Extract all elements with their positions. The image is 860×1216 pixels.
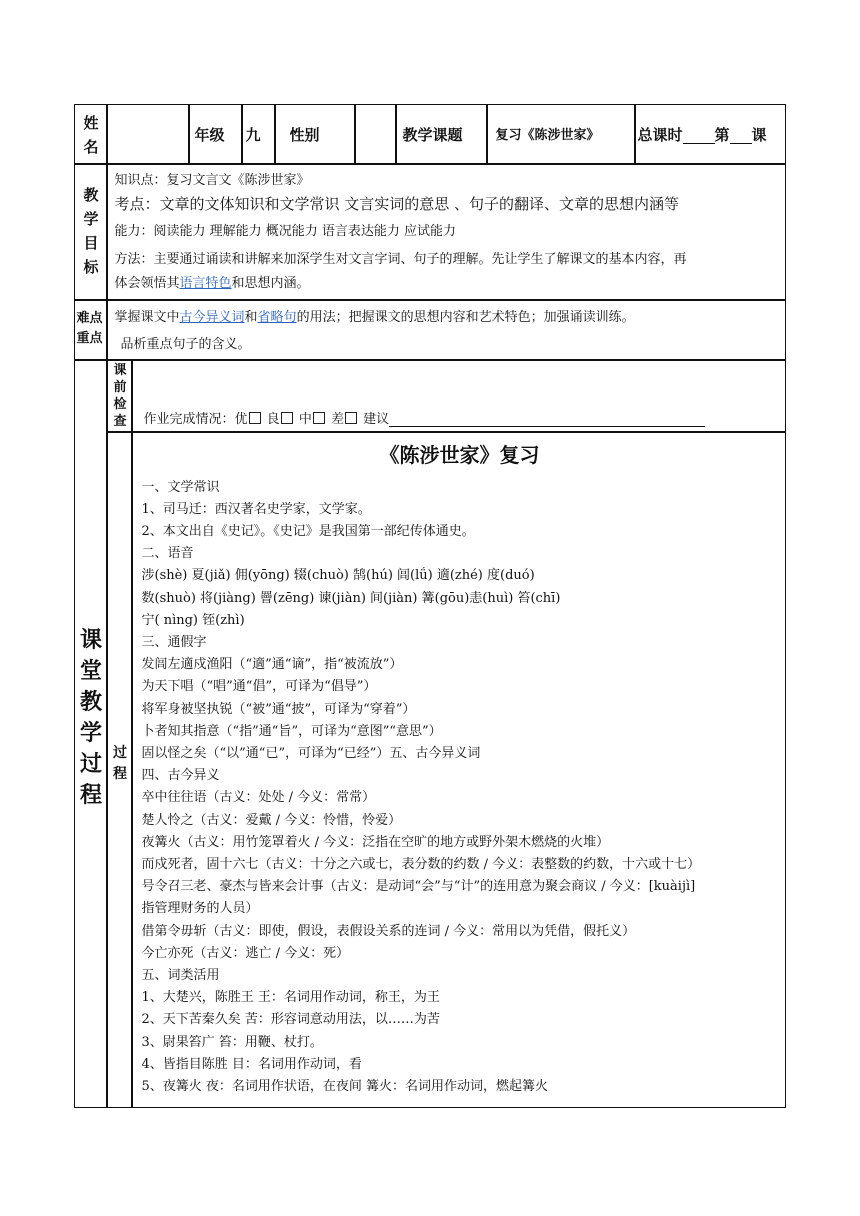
- excellent-checkbox[interactable]: [249, 412, 261, 424]
- vertical-label-char: 检: [113, 396, 127, 412]
- name-value-cell[interactable]: [107, 104, 189, 164]
- vertical-label-char: 课: [113, 362, 127, 378]
- goals-content-cell: [107, 164, 786, 300]
- topic-value-cell: [487, 104, 635, 164]
- lesson-blank[interactable]: [730, 129, 752, 144]
- process-line: 将军身被坚执锐（“被”通“披”，可译为“穿着”）: [141, 701, 416, 717]
- process-line: 四、古今异义: [141, 768, 220, 784]
- vertical-label-char: 学: [83, 209, 99, 228]
- process-line: 涉(shè) 夏(jiǎ) 佣(yōng) 辍(chuò) 鹄(hú) 闾(lǘ) 適(zhé) 度(duó): [141, 568, 535, 584]
- goals-ability: 能力：阅读能力 理解能力 概况能力 语言表达能力 应试能力: [114, 223, 457, 239]
- ellipsis-sentence-link[interactable]: 省略句: [257, 309, 297, 325]
- lesson-suffix: 课: [751, 125, 767, 144]
- process-line: 1、大楚兴，陈胜王 王：名词用作动词，称王，为王: [141, 990, 440, 1006]
- process-line: 三、通假字: [141, 634, 207, 650]
- pre-check-label: [108, 362, 133, 430]
- process-line: 今亡亦死（古义：逃亡 / 今义：死）: [141, 945, 350, 961]
- process-line: 为天下唱（“唱”通“倡”，可译为“倡导”）: [141, 679, 377, 695]
- difficulty-label-cell: [74, 300, 107, 360]
- process-line: 号令召三老、豪杰与皆来会计事（古义：是动词“会”与“计”的连用意为聚会商议 / 今义：[kuàijì]: [141, 879, 696, 895]
- grade-value: 九: [245, 125, 261, 144]
- process-line: 数(shuò) 将(jiàng) 罾(zēng) 谏(jiàn) 间(jiàn) 篝(gōu)恚(huì) 笞(chī): [141, 590, 561, 606]
- process-line: 1、司马迁：西汉著名史学家，文学家。: [141, 501, 371, 517]
- process-line: 2、本文出自《史记》。《史记》是我国第一部纪传体通史。: [141, 523, 475, 539]
- vertical-label-char: 过: [79, 751, 102, 777]
- vertical-label-char: 课: [79, 627, 102, 653]
- process-label: [108, 743, 133, 785]
- process-line: 发闾左適戍渔阳（“適”通“谪”，指“被流放”）: [141, 657, 403, 673]
- homework-line: 作业完成情况：优 良 中 差 建议: [144, 409, 706, 431]
- ancient-modern-word-link[interactable]: 古今异义词: [179, 309, 245, 325]
- process-line: 卒中往往语（古义：处处 / 今义：常常）: [141, 790, 376, 806]
- name-label: [75, 111, 108, 159]
- topic-label: 教学课题: [402, 125, 463, 144]
- vertical-label-char: 过: [113, 744, 127, 761]
- process-line: 宁( nìng) 铚(zhì): [141, 612, 245, 628]
- poor-checkbox[interactable]: [345, 412, 357, 424]
- goals-label: [75, 183, 108, 279]
- process-line: 借第令毋斩（古义：即使，假设，表假设关系的连词 / 今义：常用以为凭借，假托义）: [141, 923, 636, 939]
- vertical-label-char: 学: [79, 720, 102, 746]
- process-label-cell: [107, 432, 132, 1108]
- pre-check-label-cell: [107, 360, 132, 432]
- goals-label-cell: [74, 164, 107, 300]
- hours-line: [638, 124, 767, 146]
- vertical-label-char: 标: [83, 257, 99, 276]
- difficulty-label-1: 难点: [76, 310, 103, 326]
- class-process-label-cell: [74, 360, 107, 1108]
- review-title: 《陈涉世家》复习: [379, 442, 540, 467]
- grade-label: 年级: [194, 125, 225, 144]
- process-line: 五、词类活用: [141, 967, 220, 983]
- vertical-label-char: 程: [79, 782, 102, 808]
- difficulty-content-cell: [107, 300, 786, 360]
- topic-value: 复习《陈涉世家》: [495, 127, 600, 143]
- vertical-label-char: 教: [79, 689, 102, 715]
- difficulty-line2: 品析重点句子的含义。: [120, 336, 251, 352]
- vertical-label-char: 姓: [83, 113, 99, 132]
- vertical-label-char: 名: [83, 137, 99, 156]
- vertical-label-char: 查: [113, 413, 127, 429]
- pre-check-content-cell: [132, 360, 786, 432]
- difficulty-label-2: 重点: [76, 330, 103, 346]
- process-content-cell: [132, 432, 786, 1108]
- name-label-cell: [74, 104, 107, 164]
- process-line: 5、夜篝火 夜：名词用作状语，在夜间 篝火：名词用作动词，燃起篝火: [141, 1078, 549, 1094]
- process-line: 卜者知其指意（“指”通“旨”，可译为“意图”“意思”）: [141, 723, 442, 739]
- process-line: 3、尉果笞广 笞：用鞭、杖打。: [141, 1034, 323, 1050]
- suggestion-input[interactable]: [389, 412, 705, 427]
- hours-blank[interactable]: [683, 129, 715, 144]
- process-line: 指管理财务的人员）: [141, 901, 259, 917]
- difficulty-line1: 掌握课文中古今异义词和省略句的用法；把握课文的思想内容和艺术特色；加强诵读训练。: [114, 309, 635, 325]
- process-line: 2、天下苦秦久矣 苦：形容词意动用法，以……为苦: [141, 1012, 440, 1028]
- process-line: 固以怪之矣（“以”通“已”，可译为“已经”）五、古今异义词: [141, 745, 481, 761]
- goals-knowledge: 知识点：复习文言文《陈涉世家》: [114, 172, 310, 188]
- topic-label-cell: [396, 104, 487, 164]
- good-checkbox[interactable]: [281, 412, 293, 424]
- language-feature-link[interactable]: 语言特色: [179, 275, 232, 291]
- grade-label-cell: [189, 104, 242, 164]
- goals-exam: 考点：文章的文体知识和文学常识 文言实词的意思 、句子的翻译、文章的思想内涵等: [114, 194, 680, 213]
- vertical-label-char: 前: [113, 379, 127, 395]
- process-line: 而戍死者，固十六七（古义：十分之六或七，表分数的约数 / 今义：表整数的约数，十六或十七）: [141, 856, 701, 872]
- hours-label: 总课时: [637, 125, 683, 144]
- process-line: 楚人怜之（古义：爱戴 / 今义：怜惜，怜爱）: [141, 812, 402, 828]
- medium-checkbox[interactable]: [313, 412, 325, 424]
- class-process-label: [75, 625, 108, 811]
- process-line: 4、皆指目陈胜 目：名词用作动词，看: [141, 1056, 362, 1072]
- goals-method-line2: 体会领悟其语言特色和思想内涵。: [114, 275, 310, 291]
- vertical-label-char: 程: [113, 765, 127, 782]
- process-line: 一、文学常识: [141, 479, 220, 495]
- vertical-label-char: 目: [83, 233, 99, 252]
- goals-method-line1: 方法：主要通过诵读和讲解来加深学生对文言字词、句子的理解。先让学生了解课文的基本内容，再: [114, 251, 687, 267]
- process-line: 夜篝火（古义：用竹笼罩着火 / 今义：泛指在空旷的地方或野外架木燃烧的火堆）: [141, 834, 610, 850]
- process-line: 二、语音: [141, 546, 194, 562]
- vertical-label-char: 堂: [79, 658, 102, 684]
- gender-value-cell[interactable]: [355, 104, 396, 164]
- grade-value-cell: [242, 104, 275, 164]
- gender-label: 性别: [289, 125, 320, 144]
- lesson-plan-table: [74, 104, 786, 1108]
- vertical-label-char: 教: [83, 185, 99, 204]
- hours-cell: [635, 104, 786, 164]
- lesson-prefix: 第: [714, 125, 730, 144]
- gender-label-cell: [275, 104, 355, 164]
